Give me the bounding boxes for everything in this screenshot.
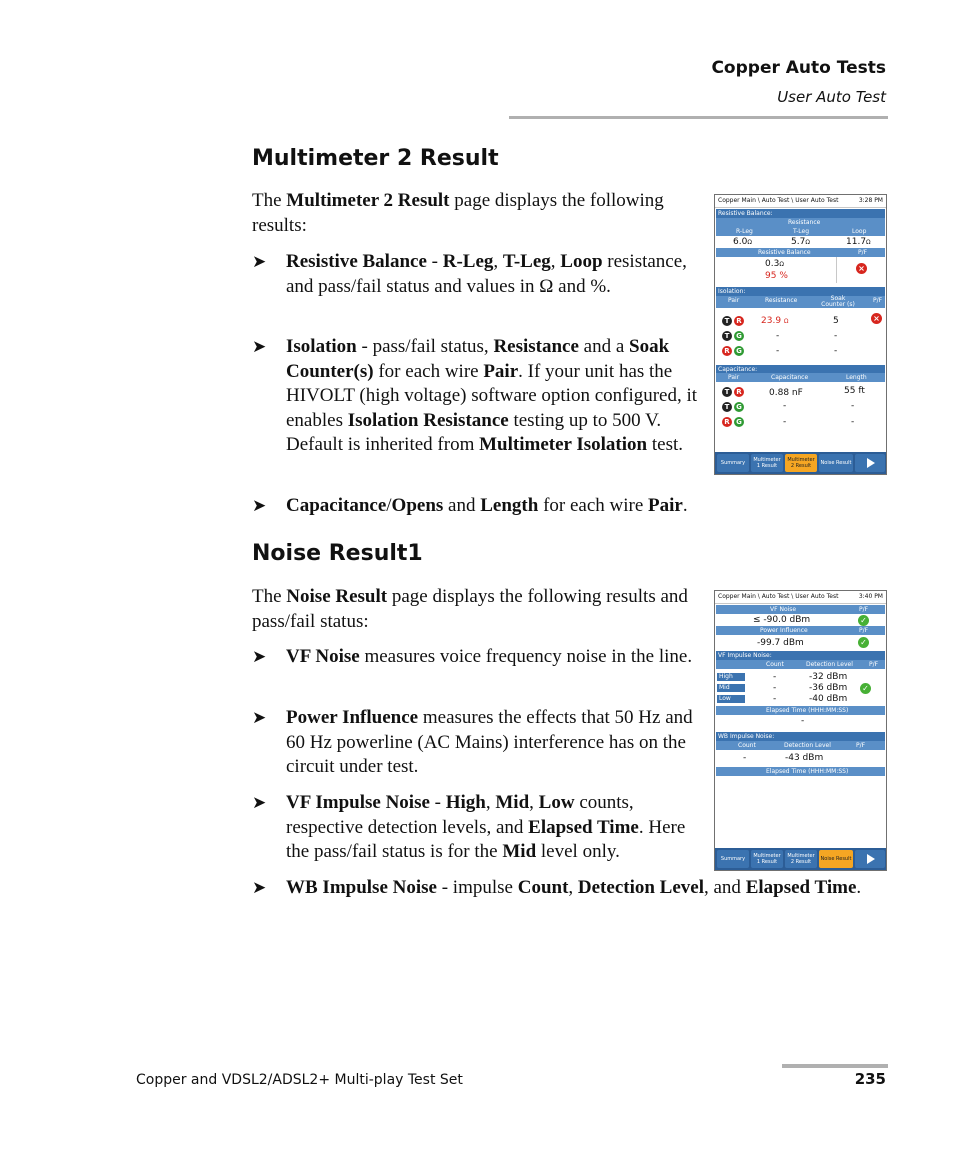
screen-tab-bar bbox=[715, 452, 886, 474]
next-arrow-icon[interactable] bbox=[855, 850, 885, 868]
wire-t-icon: T bbox=[722, 402, 732, 412]
screen-title-bar: Copper Main \ Auto Test \ User Auto Test 3:40 PM bbox=[715, 591, 886, 604]
bullet-arrow-icon: ➤ bbox=[252, 708, 267, 727]
bullet-arrow-icon: ➤ bbox=[252, 647, 267, 666]
section-intro: The Multimeter 2 Result page displays the following results: bbox=[252, 190, 664, 236]
high-detection-level: -32 dBm bbox=[809, 672, 848, 682]
header-rule bbox=[509, 116, 888, 119]
wire-r-icon: R bbox=[734, 387, 744, 397]
capacitance-r1: 0.88 nF bbox=[769, 388, 803, 398]
bullet-capacitance: ➤ Capacitance/Opens and Length for each wire Pair. bbox=[252, 494, 852, 519]
bullet-arrow-icon: ➤ bbox=[252, 252, 267, 271]
tab-multimeter-2-result[interactable]: Multimeter 2 Result bbox=[785, 850, 817, 868]
balance-value: 0.3Ω bbox=[765, 259, 784, 269]
mid-detection-level: -36 dBm bbox=[809, 683, 848, 693]
wire-g-icon: G bbox=[734, 417, 744, 427]
wb-impulse-header: WB Impulse Noise: bbox=[716, 732, 885, 741]
footer-product-name: Copper and VDSL2/ADSL2+ Multi-play Test Set bbox=[136, 1072, 463, 1088]
bullet-isolation: ➤ Isolation - pass/fail status, Resistance and a Soak Counter(s) for each wire Pair. If your unit has the HIVOLT (high voltage) software option configured, it enables Isolation Resistance testing up to 500 V. Default is inherited from Multimeter Isolation test. bbox=[252, 336, 698, 455]
isolation-r1-resistance: 23.9 Ω bbox=[761, 316, 789, 326]
loop-value: 11.7Ω bbox=[846, 237, 871, 247]
bullet-arrow-icon: ➤ bbox=[252, 878, 267, 897]
isolation-header: Isolation: bbox=[716, 287, 885, 296]
tab-noise-result[interactable]: Noise Result bbox=[819, 850, 853, 868]
wire-t-icon: T bbox=[722, 331, 732, 341]
bullet-arrow-icon: ➤ bbox=[252, 496, 267, 515]
running-header-title: Copper Auto Tests bbox=[711, 58, 886, 78]
capacitance-header: Capacitance: bbox=[716, 365, 885, 374]
tab-summary[interactable]: Summary bbox=[717, 454, 749, 472]
tab-multimeter-1-result[interactable]: Multimeter 1 Result bbox=[751, 454, 783, 472]
tab-summary[interactable]: Summary bbox=[717, 850, 749, 868]
vf-noise-value: ≤ -90.0 dBm bbox=[753, 615, 811, 625]
pass-icon: ✓ bbox=[858, 637, 869, 648]
wire-g-icon: G bbox=[734, 331, 744, 341]
section-heading-noise-result: Noise Result1 bbox=[252, 541, 423, 566]
r-leg-value: 6.0Ω bbox=[733, 237, 752, 247]
resistive-balance-header: Resistive Balance: bbox=[716, 209, 885, 218]
noise-result-screenshot: Copper Main \ Auto Test \ User Auto Test 3:40 PM VF Noise P/F ≤ -90.0 dBm ✓ Power Influence P/F -99.7 dBm ✓ VF Impulse Noise: Count Detection Level P/F High Mid Low - - - -32 dBm -36 dBm -40 dBm ✓ Elapsed Time (HHH:MM:SS) - WB Impulse Noise: Count Detection Level P/F - -43 dBm Elapsed Time (HHH:MM:SS) Summary Multimeter 1 Result Multimeter 2 Result Noise Result bbox=[714, 590, 887, 871]
wire-g-icon: G bbox=[734, 346, 744, 356]
bullet-arrow-icon: ➤ bbox=[252, 337, 267, 356]
next-arrow-icon[interactable] bbox=[855, 454, 885, 472]
level-low-label: Low bbox=[717, 695, 745, 703]
section-intro: The Noise Result page displays the following results and pass/fail status: bbox=[252, 586, 688, 632]
tab-multimeter-1-result[interactable]: Multimeter 1 Result bbox=[751, 850, 783, 868]
pass-icon: ✓ bbox=[858, 615, 869, 626]
length-r1: 55 ft bbox=[844, 386, 865, 396]
t-leg-value: 5.7Ω bbox=[791, 237, 810, 247]
wire-r-icon: R bbox=[722, 417, 732, 427]
fail-icon: × bbox=[871, 313, 882, 324]
power-influence-value: -99.7 dBm bbox=[757, 638, 804, 648]
fail-icon: × bbox=[856, 263, 867, 274]
pass-icon: ✓ bbox=[860, 683, 871, 694]
wire-t-icon: T bbox=[722, 387, 732, 397]
wire-r-icon: R bbox=[722, 346, 732, 356]
bullet-power-influence: ➤ Power Influence measures the effects that 50 Hz and 60 Hz powerline (AC Mains) interference has on the circuit under test. bbox=[252, 707, 693, 777]
tab-multimeter-2-result[interactable]: Multimeter 2 Result bbox=[785, 454, 817, 472]
wire-g-icon: G bbox=[734, 402, 744, 412]
isolation-r1-soak: 5 bbox=[833, 316, 839, 326]
section-heading-multimeter-2: Multimeter 2 Result bbox=[252, 146, 499, 171]
screen-title-bar: Copper Main \ Auto Test \ User Auto Test 3:28 PM bbox=[715, 195, 886, 208]
page-number: 235 bbox=[854, 1070, 886, 1088]
screen-tab-bar bbox=[715, 848, 886, 870]
bullet-vf-noise: ➤ VF Noise measures voice frequency noise in the line. bbox=[252, 645, 708, 670]
bullet-wb-impulse-noise: ➤ WB Impulse Noise - impulse Count, Detection Level, and Elapsed Time. bbox=[252, 876, 872, 901]
wire-t-icon: T bbox=[722, 316, 732, 326]
running-header-subtitle: User Auto Test bbox=[777, 88, 886, 106]
level-high-label: High bbox=[717, 673, 745, 681]
footer-rule bbox=[782, 1064, 888, 1068]
wire-r-icon: R bbox=[734, 316, 744, 326]
bullet-vf-impulse-noise: ➤ VF Impulse Noise - High, Mid, Low counts, respective detection levels, and Elapsed Time. Here the pass/fail status is for the Mid level only. bbox=[252, 792, 686, 862]
vf-impulse-header: VF Impulse Noise: bbox=[716, 651, 885, 660]
balance-percent: 95 % bbox=[765, 271, 788, 281]
bullet-arrow-icon: ➤ bbox=[252, 793, 267, 812]
bullet-resistive-balance: ➤ Resistive Balance - R-Leg, T-Leg, Loop resistance, and pass/fail status and values in Ω and %. bbox=[252, 251, 687, 297]
level-mid-label: Mid bbox=[717, 684, 745, 692]
low-detection-level: -40 dBm bbox=[809, 694, 848, 704]
multimeter-2-result-screenshot: Copper Main \ Auto Test \ User Auto Test 3:28 PM Resistive Balance: Resistance R-Leg T-Leg Loop 6.0Ω 5.7Ω 11.7Ω Resistive Balance P/F 0.3Ω 95 % × Isolation: Pair Resistance Soak Counter (s) P/F T R 23.9 Ω 5 × T G - - R G - - Capacitance: Pair Capacitance Length T R 0.88 nF 55 ft T G - - R G - - Summary Multimeter 1 Result Multimeter 2 Result Noise Result bbox=[714, 194, 887, 475]
tab-noise-result[interactable]: Noise Result bbox=[819, 454, 853, 472]
wb-detection-level: -43 dBm bbox=[785, 753, 824, 763]
